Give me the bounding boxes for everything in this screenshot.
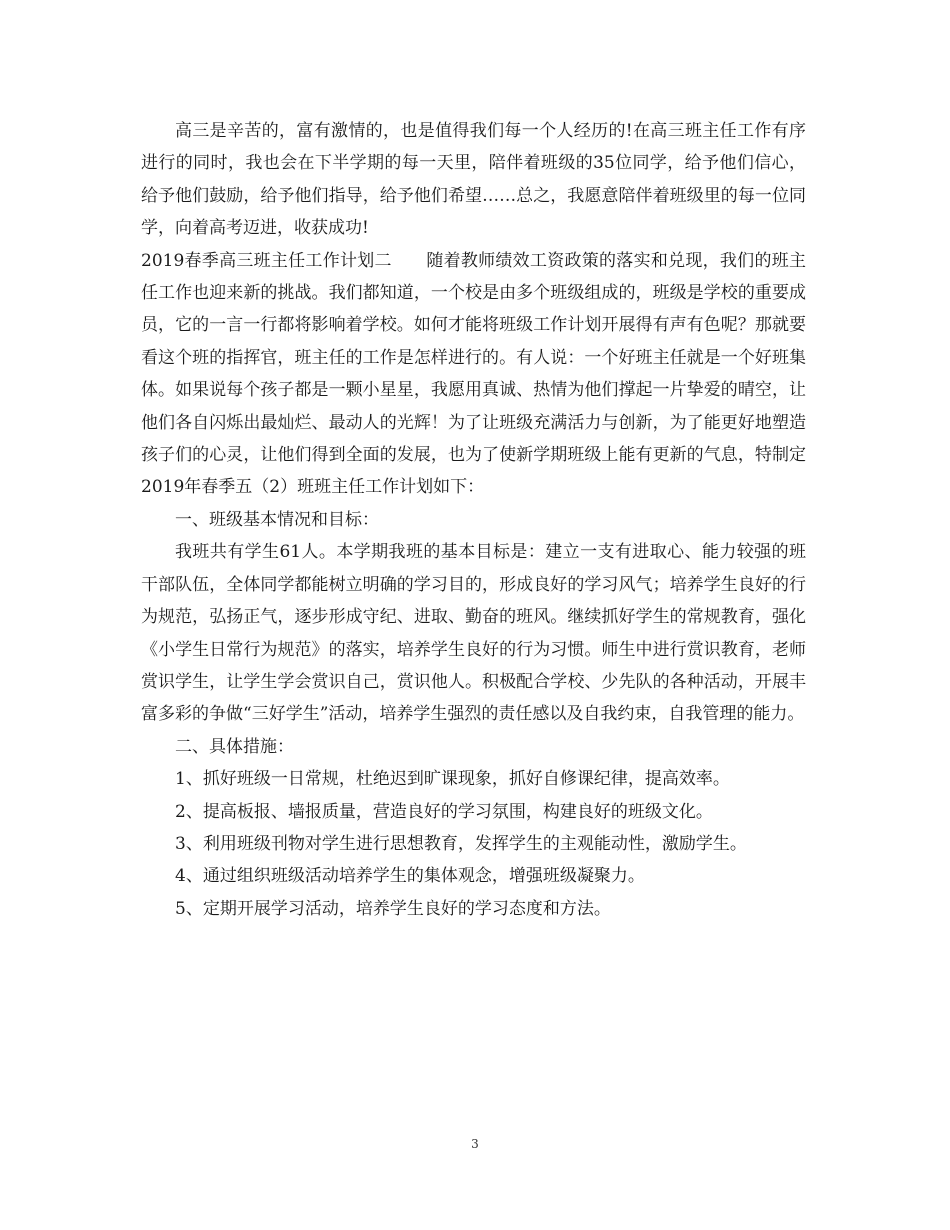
document-body <box>141 115 806 925</box>
list-item-measure-4: 4、通过组织班级活动培养学生的集体观念，增强班级凝聚力。 <box>175 866 645 887</box>
list-item-measure-2: 2、提高板报、墙报质量，营造良好的学习氛围，构建良好的班级文化。 <box>175 801 713 822</box>
paragraph-plan-two: 2019春季高三班主任工作计划二 随着教师绩效工资政策的落实和兑现，我们的班主任工作也迎来新的挑战。我们都知道，一个校是由多个班级组成的，班级是学校的重要成员，它的一言一行都将影响着学校。如何才能将班级工作计划开展得有声有色呢？那就要看这个班的指挥官，班主任的工作是怎样进行的。有人说：一个好班主任就是一个好班集体。如果说每个孩子都是一颗小星星，我愿用真诚、热情为他们撑起一片挚爱的晴空，让他们各自闪烁出最灿烂、最动人的光辉！为了让班级充满活力与创新，为了能更好地塑造孩子们的心灵，让他们得到全面的发展，也为了使新学期班级上能有更新的气息，特制定2019年春季五（2）班班主任工作计划如下： <box>141 250 806 498</box>
paragraph-basic-goals: 我班共有学生61人。本学期我班的基本目标是：建立一支有进取心、能力较强的班干部队伍，全体同学都能树立明确的学习目的，形成良好的学习风气；培养学生良好的行为规范，弘扬正气，逐步形成守纪、进取、勤奋的班风。继续抓好学生的常规教育，强化《小学生日常行为规范》的落实，培养学生良好的行为习惯。师生中进行赏识教育，老师赏识学生，让学生学会赏识自己，赏识他人。积极配合学校、少先队的各种活动，开展丰富多彩的争做“三好学生”活动，培养学生强烈的责任感以及自我约束，自我管理的能力。 <box>141 542 806 725</box>
section-heading-measures: 二、具体措施： <box>175 736 294 757</box>
section-heading-basic: 一、班级基本情况和目标： <box>175 509 379 530</box>
paragraph-intro: 高三是辛苦的，富有激情的，也是值得我们每一个人经历的!在高三班主任工作有序进行的同时，我也会在下半学期的每一天里，陪伴着班级的35位同学，给予他们信心，给予他们鼓励，给予他们指导，给予他们希望……总之，我愿意陪伴着班级里的每一位同学，向着高考迈进，收获成功! <box>141 121 806 239</box>
list-item-measure-3: 3、利用班级刊物对学生进行思想教育，发挥学生的主观能动性，激励学生。 <box>175 833 747 854</box>
list-item-measure-5: 5、定期开展学习活动，培养学生良好的学习态度和方法。 <box>175 898 611 919</box>
page-number: 3 <box>471 1137 479 1151</box>
list-item-measure-1: 1、抓好班级一日常规，杜绝迟到旷课现象，抓好自修课纪律，提高效率。 <box>175 769 730 790</box>
